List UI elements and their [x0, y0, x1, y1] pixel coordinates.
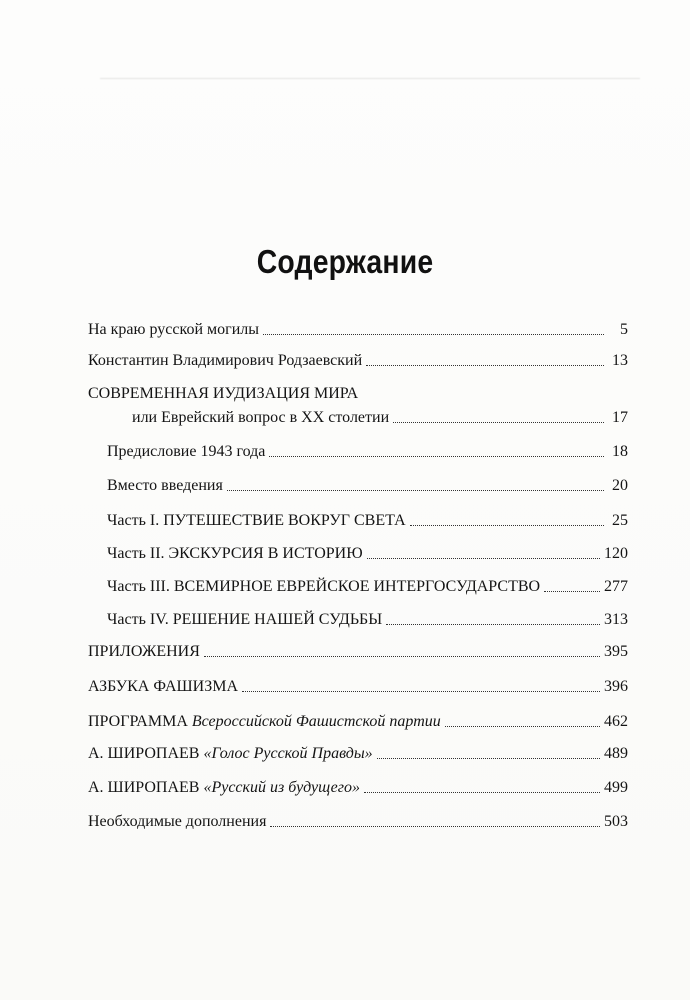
bleed-rule [100, 78, 640, 79]
page-title: Содержание [256, 243, 434, 280]
toc-page-number: 13 [612, 352, 628, 369]
toc-page-number: 5 [620, 321, 628, 338]
toc-page-number: 20 [612, 477, 628, 494]
toc-entry [107, 476, 628, 495]
toc-entry [88, 677, 628, 696]
toc-page-number: 489 [604, 745, 628, 762]
toc-page-number: 462 [604, 713, 628, 730]
toc-entry-label: Вместо введения [107, 477, 223, 494]
toc-entry [88, 778, 628, 797]
toc-page-number: 499 [604, 779, 628, 796]
toc-page-number: 396 [604, 678, 628, 695]
toc-entry-label: Константин Владимирович Родзаевский [88, 352, 363, 369]
toc-entry-label: ПРИЛОЖЕНИЯ [88, 643, 200, 660]
toc-page-number: 313 [604, 611, 628, 628]
toc-page-number: 503 [604, 813, 628, 830]
toc-entry [107, 511, 628, 530]
toc-leader-dots [377, 757, 600, 759]
toc-page-number: 395 [604, 643, 628, 660]
toc-leader-dots [269, 455, 604, 457]
toc-page-number: 17 [612, 409, 628, 426]
toc-page-number: 277 [604, 578, 628, 595]
toc-entry [107, 610, 628, 629]
toc-entry-label: Часть II. ЭКСКУРСИЯ В ИСТОРИЮ [107, 545, 363, 562]
toc-leader-dots [393, 421, 604, 423]
toc-page-number: 120 [604, 545, 628, 562]
toc-entry-label: На краю русской могилы [88, 321, 259, 338]
toc-leader-dots [445, 725, 600, 727]
toc-leader-dots [270, 825, 600, 827]
toc-leader-dots [544, 590, 600, 592]
toc-entry-label: АЗБУКА ФАШИЗМА [88, 678, 239, 695]
toc-entry-label: Часть IV. РЕШЕНИЕ НАШЕЙ СУДЬБЫ [107, 611, 383, 628]
toc-entry [107, 544, 628, 563]
toc-leader-dots [227, 489, 604, 491]
toc-section-heading: СОВРЕМЕННАЯ ИУДИЗАЦИЯ МИРА [88, 385, 359, 402]
toc-page-number: 25 [612, 512, 628, 529]
toc-entry-label [88, 778, 360, 797]
toc-entry-label: Часть I. ПУТЕШЕСТВИЕ ВОКРУГ СВЕТА [107, 512, 406, 529]
toc-entry-label-sub: «Русский из будущего» [199, 779, 360, 796]
toc-entry-label-main: А. ШИРОПАЕВ [88, 779, 200, 796]
toc-entry-label: или Еврейский вопрос в XX столетии [132, 409, 390, 426]
toc-entry [88, 642, 628, 661]
toc-entry-label-sub: «Голос Русской Правды» [199, 745, 373, 762]
toc-leader-dots [364, 791, 600, 793]
toc-entry [132, 408, 628, 427]
toc-entry-label: Часть III. ВСЕМИРНОЕ ЕВРЕЙСКОЕ ИНТЕРГОСУДАРСТВО [107, 578, 541, 595]
toc-leader-dots [204, 655, 600, 657]
toc-entry [88, 351, 628, 370]
toc-entry [88, 320, 628, 339]
toc-entry-label [88, 712, 441, 731]
toc-entry [107, 577, 628, 596]
toc-entry [88, 812, 628, 831]
toc-entry-label [88, 744, 373, 763]
toc-entry [88, 712, 628, 731]
toc-entry-label: Необходимые дополнения [88, 813, 267, 830]
toc-leader-dots [242, 690, 600, 692]
toc-leader-dots [367, 557, 600, 559]
toc-entry-label-main: А. ШИРОПАЕВ [88, 745, 200, 762]
toc-entry-label: Предисловие 1943 года [107, 443, 266, 460]
toc-leader-dots [366, 364, 604, 366]
toc-entry [107, 442, 628, 461]
toc-leader-dots [386, 623, 600, 625]
toc-page-number: 18 [612, 443, 628, 460]
toc-leader-dots [410, 524, 604, 526]
toc-leader-dots [263, 333, 604, 335]
toc-entry-label-sub: Всероссийской Фашистской партии [187, 713, 441, 730]
toc-entry [88, 744, 628, 763]
toc-entry-label-main: ПРОГРАММА [88, 713, 188, 730]
